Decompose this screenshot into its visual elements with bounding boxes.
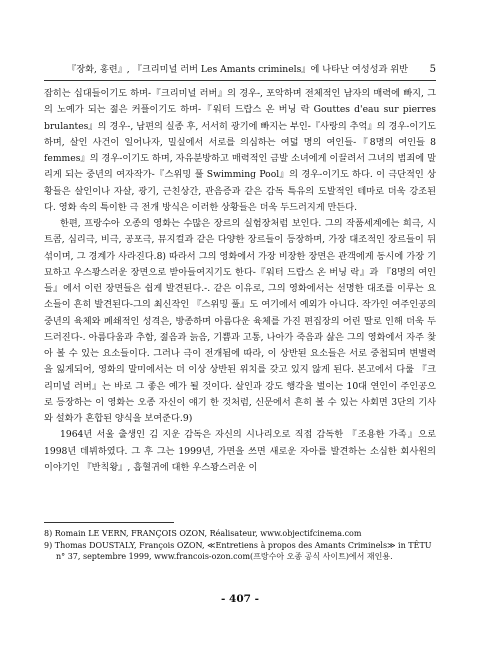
paragraph: 1964년 서울 출생인 김 지운 감독은 자신의 시나리오로 직접 감독한 『조용한 가족』으로 1998년 데뷔하였다. 그 후 그는 1999년, 가면을 쓰면 새로운 자아를 발견하는 소심한 회사원의 이야기인 『반칙왕』, 흡혈귀에 대한 우스꽝스러운 이 xyxy=(44,429,436,473)
footnote xyxy=(44,540,436,563)
footnote-text: Thomas DOUSTALY, François OZON, ≪Entretiens à propos des Amants Criminels≫ in TÊTU n° 37, septembre 1999, www.francois-ozon.com(프랑수아 오종 공식 사이트)에서 재인용. xyxy=(54,540,432,561)
running-title: 『장화, 홍련』, 『크리미널 러버 Les Amants criminels』에 나타난 여성성과 위반 xyxy=(67,64,408,75)
footnote-text: Romain LE VERN, FRANÇOIS OZON, Réalisateur, www.objectifcinema.com xyxy=(54,529,362,538)
header-page-number: 5 xyxy=(429,64,436,75)
body-text xyxy=(44,86,436,476)
page-folio: - 407 - xyxy=(221,593,259,605)
paragraph: 한편, 프랑수아 오종의 영화는 수많은 장르의 실험장처럼 보인다. 그의 작품세계에는 희극, 시트콤, 심리극, 비극, 공포극, 뮤지컬과 같은 다양한 장르들이 등장하며, 가장 대조적인 장르들이 뒤섞이며, 그 경계가 사라진다.8) 따라서 그의 영화에서 가장 비장한 장면은 관객에게 동시에 가장 기묘하고 우스꽝스러운 장면으로 받아들여지기도 한다-『워터 드랍스 온 버닝 락』과 『8명의 여인들』에서 이런 장면들은 쉽게 발견된다.-. 같은 이유로, 그의 영화에서는 선명한 대조를 이루는 요소들이 흔히 발견된다-그의 최신작인 『스위밍 풀』도 여기에서 예외가 아니다. 작가인 여주인공의 중년의 육체와 폐쇄적인 성격은, 방종하며 아름다운 육체를 가진 편집장의 어린 딸로 인해 더욱 두드러진다-. 아름다움과 추함, 젊음과 늙음, 기쁨과 고통, 나아가 죽음과 삶은 그의 영화에서 자주 찾아 볼 수 있는 요소들이다. 그러나 극이 전개됨에 따라, 이 상반된 요소들은 서로 중첩되며 변별력을 잃게되어, 영화의 말미에서는 더 이상 상반된 위치를 갖고 있지 않게 된다. 본고에서 다룰 『크리미널 러버』는 바로 그 좋은 예가 될 것이다. 살인과 강도 행각을 벌이는 10대 연인이 주인공으로 등장하는 이 영화는 오종 자신이 얘기 한 것처럼, 신문에서 흔히 볼 수 있는 사회면 3단의 기사와 설화가 혼합된 양식을 보여준다.9) xyxy=(44,218,436,424)
footnote xyxy=(44,528,436,540)
footnote-marker: 9) xyxy=(44,540,53,550)
footnotes xyxy=(44,528,436,563)
paragraph: 잡히는 십대들이기도 하며-『크리미널 러버』의 경우-, 포악하며 전체적인 남자의 매력에 빠지, 그의 노예가 되는 젊은 커플이기도 하며-『워터 드랍스 온 버닝 락 Gouttes d'eau sur pierres brulantes』의 경우-, 남편의 실종 후, 서서히 광기에 빠지는 부인-『사랑의 추억』의 경우-이기도 하며, 살인 사건이 일어나자, 밀실에서 서로를 의심하는 여덟 명의 여인들-『8명의 여인들 8 femmes』의 경우-이기도 하며, 자유분방하고 매력적인 금발 소녀에게 이끌려서 그녀의 범죄에 말리게 되는 중년의 여자작가-『스위밍 풀 Swimming Pool』의 경우-이기도 하다. 이 극단적인 상황들은 살인이나 자살, 광기, 근친상간, 관음증과 같은 감독 특유의 도발적인 테마로 더욱 강조된다. 영화 속의 특이한 극 전개 방식은 이러한 상황들은 더욱 두드러지게 만든다. xyxy=(44,88,436,213)
footnote-marker: 8) xyxy=(44,529,53,538)
header-rule xyxy=(44,80,436,81)
footnote-rule xyxy=(44,522,174,523)
running-header xyxy=(44,62,436,78)
